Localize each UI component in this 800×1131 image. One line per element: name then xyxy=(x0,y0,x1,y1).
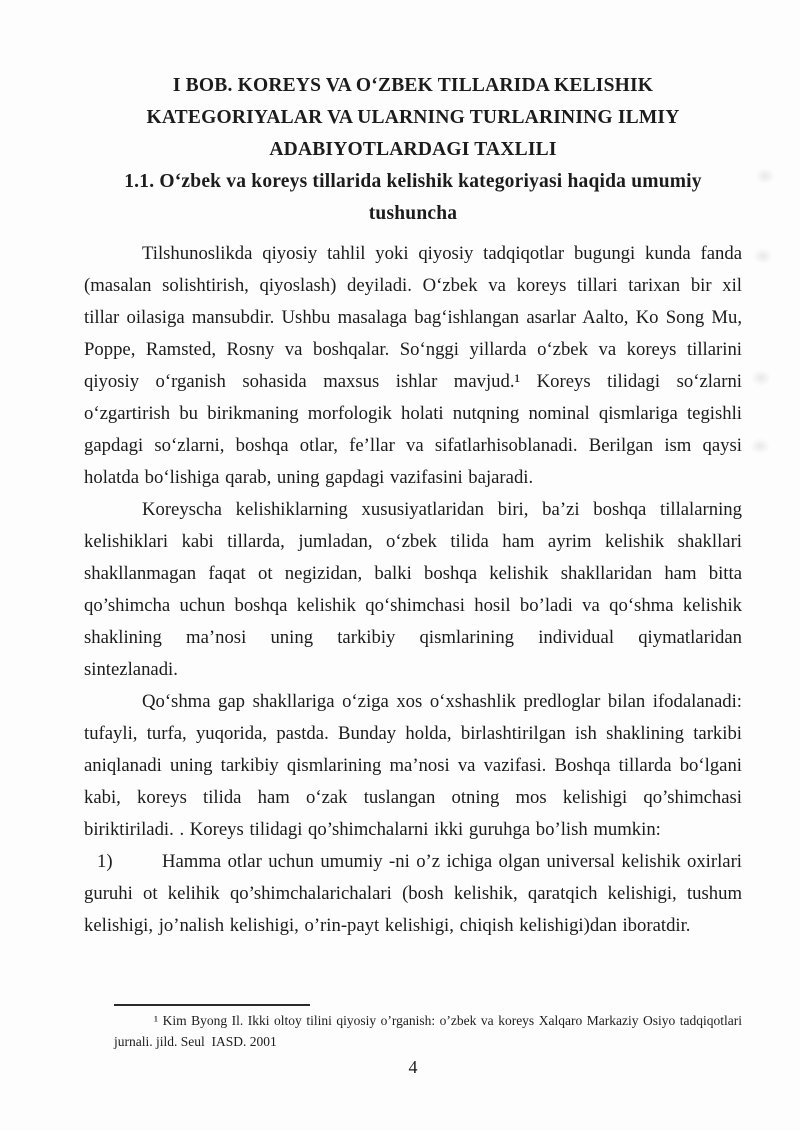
chapter-title-line: KATEGORIYALAR VA ULARNING TURLARINING ILMIY xyxy=(146,107,680,128)
page-number: 4 xyxy=(408,1057,418,1077)
text-line xyxy=(84,846,742,878)
chapter-title-line: ADABIYOTLARDAGI TAXLILI xyxy=(269,139,557,160)
text-line: kabi, koreys tilida ham o‘zak tuslangan otning mos kelishigi qo’shimchasi xyxy=(84,787,742,808)
text-line: shakllanmagan faqat ot negizidan, balki boshqa kelishik shakllaridan ham bitta xyxy=(84,563,742,584)
text-line: sintezlanadi. xyxy=(84,659,178,680)
text-line: o‘zgartirish bu birikmaning morfologik holati nutqning nominal qismlariga tegishli xyxy=(84,403,742,424)
list-item xyxy=(84,846,742,942)
text-line: Qo‘shma gap shakllariga o‘ziga xos o‘xshashlik predloglar bilan ifodalanadi: xyxy=(142,691,742,712)
chapter-title xyxy=(84,70,742,166)
footnote-separator xyxy=(114,1004,310,1006)
text-line: kelishigi, jo’nalish kelishigi, o’rin-payt kelishigi, chiqish kelishigi)dan iboratdir. xyxy=(84,915,691,936)
text-line: qiyosiy o‘rganish sohasida maxsus ishlar mavjud.¹ Koreys tilidagi so‘zlarni xyxy=(84,371,742,392)
text-line: Poppe, Ramsted, Rosny va boshqalar. So‘nggi yillarda o‘zbek va koreys tillarini xyxy=(84,339,742,360)
paragraph xyxy=(84,494,742,686)
section-title-line: 1.1. O‘zbek va koreys tillarida kelishik kategoriyasi haqida umumiy xyxy=(124,171,702,192)
list-item-text: Hamma otlar uchun umumiy -ni o’z ichiga olgan universal kelishik oxirlari xyxy=(162,851,742,872)
section-title-line: tushuncha xyxy=(368,203,458,224)
text-line: Koreyscha kelishiklarning xususiyatlaridan biri, ba’zi boshqa tillalarning xyxy=(142,499,742,520)
text-line: guruhi ot kelihik qo’shimchalarichalari (bosh kelishik, qaratqich kelishigi, tushum xyxy=(84,883,742,904)
text-line: biriktiriladi. . Koreys tilidagi qo’shimchalarni ikki guruhga bo’lish mumkin: xyxy=(84,819,661,840)
text-line: tillar oilasiga mansubdir. Ushbu masalaga bag‘ishlangan asarlar Aalto, Ko Song Mu, xyxy=(84,307,742,328)
text-line: aniqlanadi uning tarkibiy qismlarining ma’nosi va vazifasi. Boshqa tillarda bo‘lgani xyxy=(84,755,742,776)
paragraph xyxy=(84,686,742,846)
page-footer xyxy=(84,1004,742,1078)
text-line: jurnali. jild. Seul IASD. 2001 xyxy=(114,1034,277,1049)
text-line: kelishiklari kabi tillarda, jumladan, o‘zbek tilida ham ayrim kelishik shakllari xyxy=(84,531,742,552)
text-line: qo’shimcha uchun boshqa kelishik qo‘shimchasi hosil bo’ladi va qo‘shma kelishik xyxy=(84,595,742,616)
text-line: ¹ Kim Byong Il. Ikki oltoy tilini qiyosiy o’rganish: o’zbek va koreys Xalqaro Markaziy Osiyo tadqiqotlari xyxy=(154,1013,742,1028)
text-line: tufayli, turfa, yuqorida, pastda. Bunday holda, birlashtirilgan ish shaklining tarkibi xyxy=(84,723,742,744)
paragraph xyxy=(84,238,742,494)
text-line: holatda bo‘lishiga qarab, uning gapdagi vazifasini bajaradi. xyxy=(84,467,534,488)
text-line: shaklining ma’nosi uning tarkibiy qismlarining individual qiymatlaridan xyxy=(84,627,742,648)
text-line: gapdagi so‘zlarni, boshqa otlar, fe’llar va sifatlarhisoblanadi. Berilgan ism qaysi xyxy=(84,435,742,456)
list-item-number: 1) xyxy=(97,851,113,872)
chapter-title-line: I BOB. KOREYS VA O‘ZBEK TILLARIDA KELISHIK xyxy=(172,75,654,96)
text-line: (masalan solishtirish, qiyoslash) deyiladi. O‘zbek va koreys tillari tarixan bir xil xyxy=(84,275,742,296)
body-text xyxy=(84,238,742,942)
section-title xyxy=(84,166,742,230)
text-line: Tilshunoslikda qiyosiy tahlil yoki qiyosiy tadqiqotlar bugungi kunda fanda xyxy=(142,243,742,264)
footnote xyxy=(114,1010,742,1052)
